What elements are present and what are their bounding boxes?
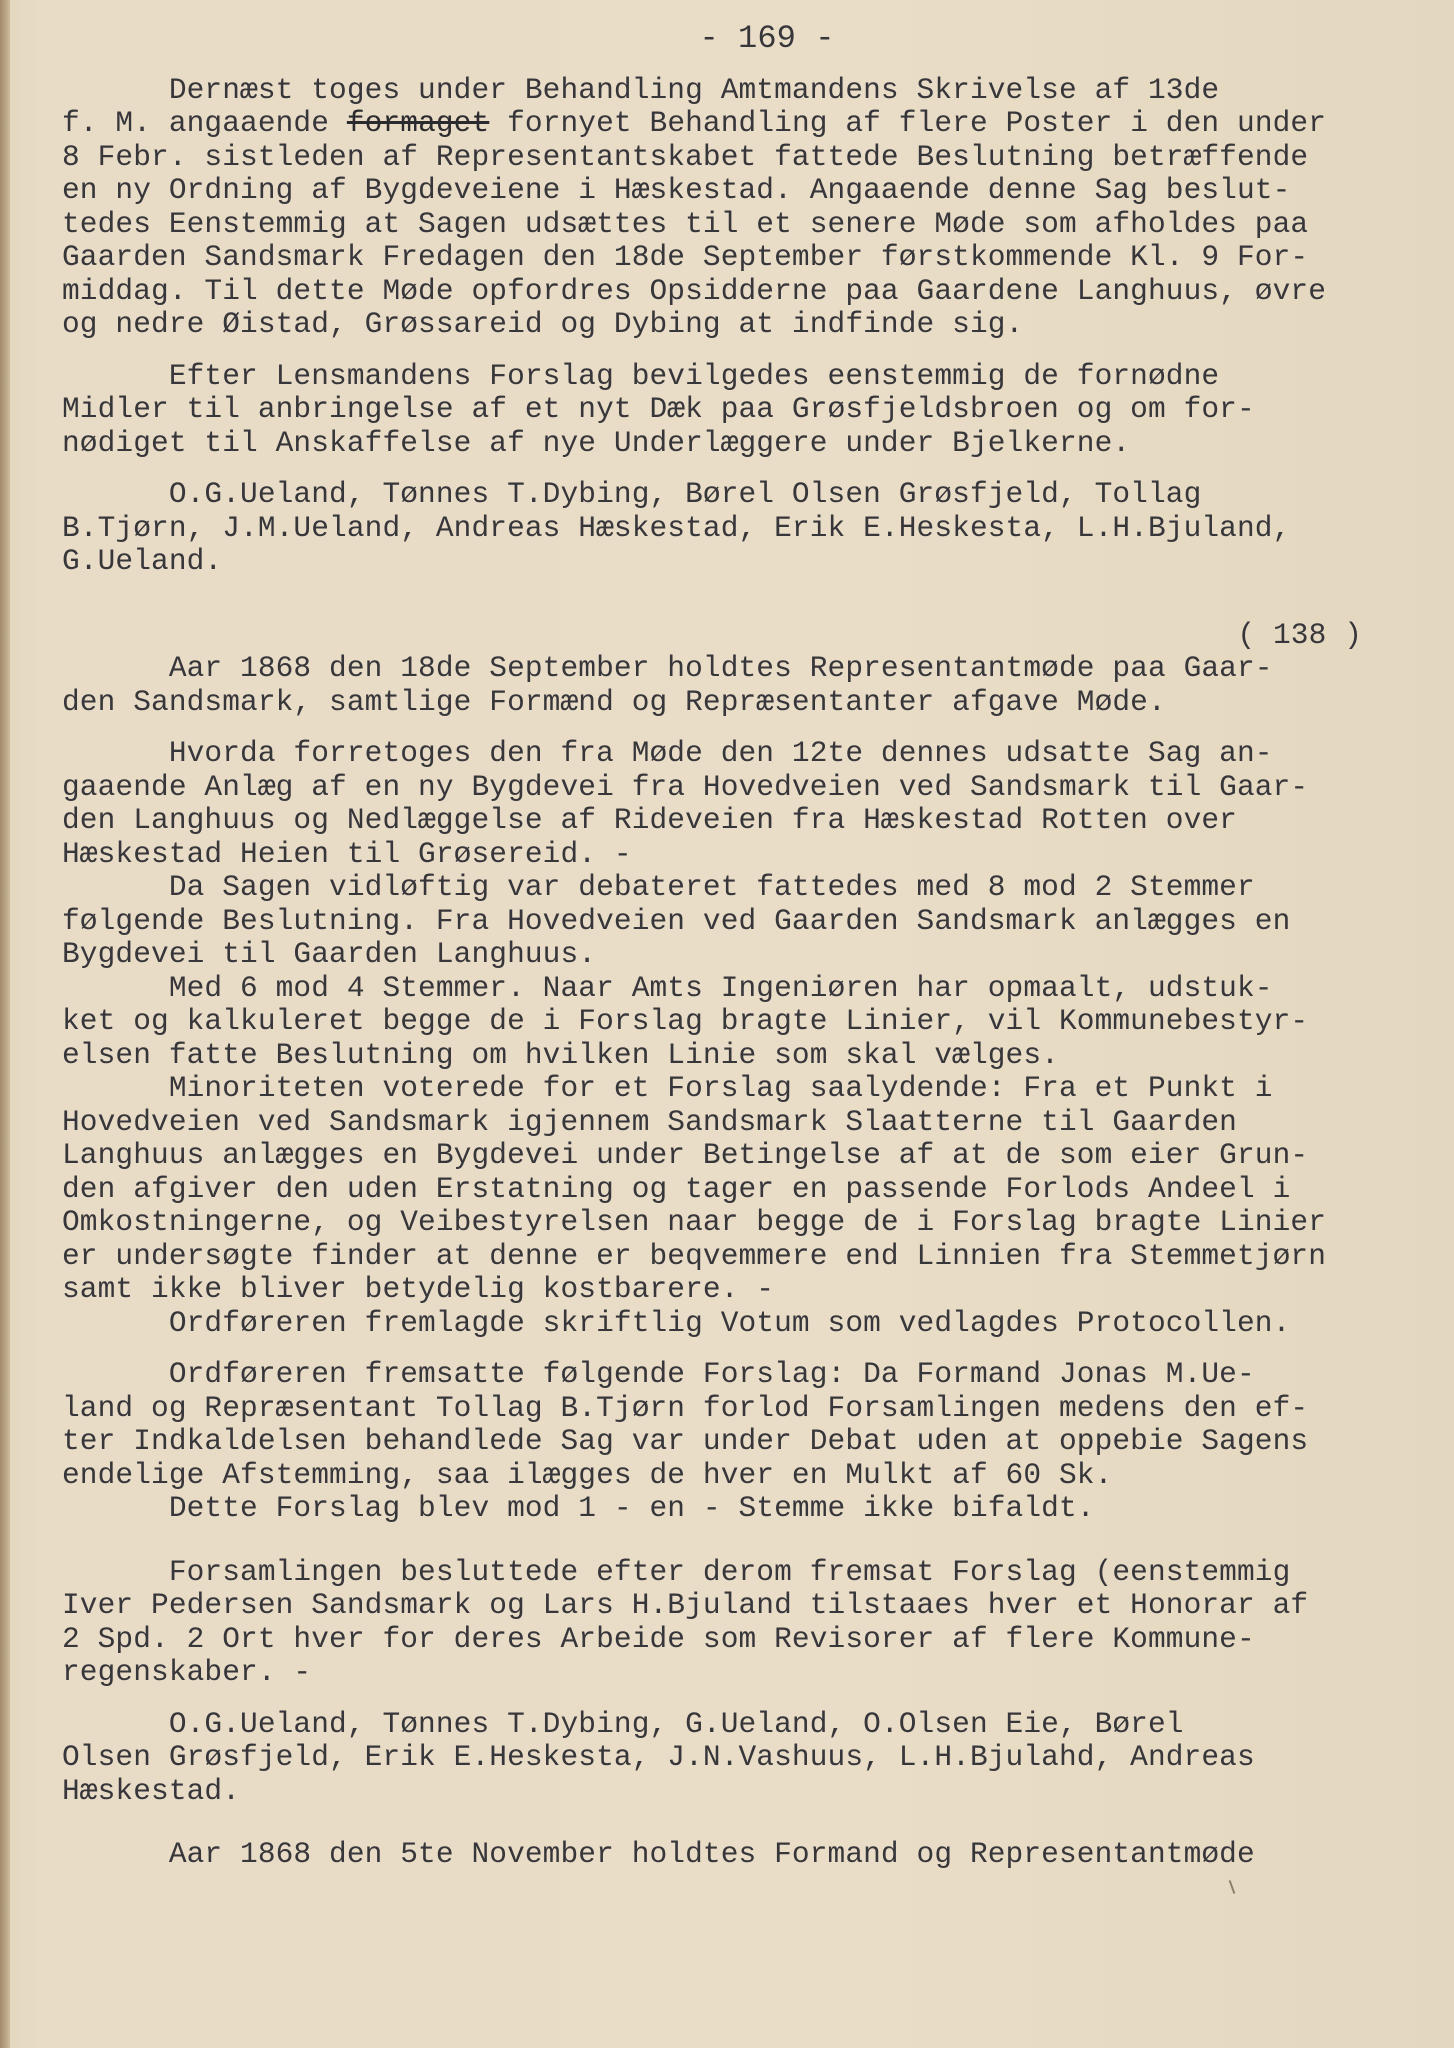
paragraph-7 bbox=[62, 1838, 1432, 1872]
text-line: Omkostningerne, og Veibestyrelsen naar begge de i Forslag bragte Linier bbox=[62, 1205, 1327, 1239]
text-line: Dernæst toges under Behandling Amtmandens Skrivelse af 13de bbox=[62, 72, 1220, 107]
text-line: er undersøgte finder at denne er beqvemmere end Linnien fra Stemmetjørn bbox=[62, 1238, 1327, 1273]
text-line: land og Repræsentant Tollag B.Tjørn forlod Forsamlingen medens den ef- bbox=[62, 1390, 1309, 1425]
text-line: f. M. angaaende formaget fornyet Behandling af flere Poster i den under bbox=[62, 106, 1327, 140]
text-line: ter Indkaldelsen behandlede Sag var under Debat uden at oppebie Sagens bbox=[62, 1424, 1309, 1458]
text-line: G.Ueland. bbox=[62, 544, 223, 578]
text-line: regenskaber. - bbox=[62, 1655, 312, 1689]
sequence-number: ( 138 ) bbox=[1237, 617, 1362, 652]
paragraph-1 bbox=[62, 74, 1432, 342]
text-line: følgende Beslutning. Fra Hovedveien ved Gaarden Sandsmark anlægges en bbox=[62, 903, 1291, 938]
page-binding-edge bbox=[0, 0, 10, 2048]
paragraph-gap bbox=[62, 579, 1432, 609]
text-line: Langhuus anlægges en Bygdevei under Betingelse af at de som eier Grun- bbox=[62, 1138, 1309, 1172]
text-line: Hæskestad Heien til Grøsereid. - bbox=[62, 836, 632, 871]
text-line: Aar 1868 den 5te November holdtes Formand og Representantmøde bbox=[62, 1837, 1255, 1871]
paragraph-6 bbox=[62, 1556, 1432, 1690]
text-line: O.G.Ueland, Tønnes T.Dybing, Børel Olsen Grøsfjeld, Tollag bbox=[62, 477, 1202, 511]
text-line: Efter Lensmandens Forslag bevilgedes eenstemmig de fornødne bbox=[62, 358, 1220, 393]
paragraph-gap bbox=[62, 1340, 1432, 1358]
signatures-1 bbox=[62, 478, 1432, 579]
paragraph-3 bbox=[62, 652, 1432, 719]
paragraph-gap bbox=[62, 719, 1432, 737]
text-line: Forsamlingen besluttede efter derom fremsat Forslag (eenstemmig bbox=[62, 1554, 1291, 1589]
text-line: Olsen Grøsfjeld, Erik E.Heskesta, J.N.Vashuus, L.H.Bjulahd, Andreas bbox=[62, 1740, 1255, 1774]
paragraph-4 bbox=[62, 737, 1432, 1340]
text-line: Aar 1868 den 18de September holdtes Representantmøde paa Gaar- bbox=[62, 651, 1273, 685]
text-line: Minoriteten voterede for et Forslag saalydende: Fra et Punkt i bbox=[62, 1071, 1273, 1105]
text-line: en ny Ordning af Bygdeveiene i Hæskestad. Angaaende denne Sag beslut- bbox=[62, 173, 1291, 207]
text-line: den Sandsmark, samtlige Formænd og Repræsentanter afgave Møde. bbox=[62, 684, 1166, 719]
text-line: Midler til anbringelse af et nyt Dæk paa Grøsfjeldsbroen og om for- bbox=[62, 392, 1255, 426]
text-line: ket og kalkuleret begge de i Forslag bragte Linier, vil Kommunebestyr- bbox=[62, 1004, 1309, 1038]
text-line: 2 Spd. 2 Ort hver for deres Arbeide som Revisorer af flere Kommune- bbox=[62, 1621, 1255, 1656]
paragraph-5 bbox=[62, 1358, 1432, 1526]
text-line: middag. Til dette Møde opfordres Opsidderne paa Gaardene Langhuus, øvre bbox=[62, 273, 1327, 308]
paragraph-gap bbox=[62, 1526, 1432, 1556]
text-line: Hovedveien ved Sandsmark igjennem Sandsmark Slaatterne til Gaarden bbox=[62, 1104, 1237, 1139]
text-line: tedes Eenstemmig at Sagen udsættes til et senere Møde som afholdes paa bbox=[62, 206, 1309, 241]
text-line: Ordføreren fremlagde skriftlig Votum som vedlagdes Protocollen. bbox=[62, 1305, 1291, 1340]
text-line: Med 6 mod 4 Stemmer. Naar Amts Ingeniøren har opmaalt, udstuk- bbox=[62, 970, 1273, 1005]
struck-out-word: formaget bbox=[346, 106, 490, 140]
text-line: gaaende Anlæg af en ny Bygdevei fra Hovedveien ved Sandsmark til Gaar- bbox=[62, 769, 1309, 804]
signatures-2 bbox=[62, 1708, 1432, 1809]
paragraph-gap bbox=[62, 1690, 1432, 1708]
paragraph-gap bbox=[62, 342, 1432, 360]
text-line: Bygdevei til Gaarden Langhuus. bbox=[62, 937, 597, 971]
text-line: elsen fatte Beslutning om hvilken Linie som skal vælges. bbox=[62, 1037, 1059, 1072]
text-line: Gaarden Sandsmark Fredagen den 18de September førstkommende Kl. 9 For- bbox=[62, 240, 1309, 274]
text-line: endelige Afstemming, saa ilægges de hver en Mulkt af 60 Sk. bbox=[62, 1457, 1113, 1492]
text-line: den afgiver den uden Erstatning og tager en passende Forlods Andeel i bbox=[62, 1171, 1291, 1206]
text-line: O.G.Ueland, Tønnes T.Dybing, G.Ueland, O.Olsen Eie, Børel bbox=[62, 1706, 1184, 1741]
text-line: Da Sagen vidløftig var debateret fattedes med 8 mod 2 Stemmer bbox=[62, 870, 1255, 904]
text-line: 8 Febr. sistleden af Representantskabet fattede Beslutning betræffende bbox=[62, 139, 1309, 174]
typed-text-body bbox=[62, 22, 1432, 1872]
text-line: Hvorda forretoges den fra Møde den 12te dennes udsatte Sag an- bbox=[62, 736, 1273, 770]
paragraph-gap bbox=[62, 1808, 1432, 1838]
text-blocks bbox=[62, 74, 1432, 1872]
paragraph-2 bbox=[62, 360, 1432, 461]
text-line: Hæskestad. bbox=[62, 1773, 241, 1808]
text-line: B.Tjørn, J.M.Ueland, Andreas Hæskestad, Erik E.Heskesta, L.H.Bjuland, bbox=[62, 510, 1291, 545]
text-line: Dette Forslag blev mod 1 - en - Stemme ikke bifaldt. bbox=[62, 1491, 1095, 1525]
text-line: samt ikke bliver betydelig kostbarere. - bbox=[62, 1272, 775, 1306]
text-line: Iver Pedersen Sandsmark og Lars H.Bjuland tilstaaes hver et Honorar af bbox=[62, 1588, 1309, 1622]
text-line: den Langhuus og Nedlæggelse af Rideveien fra Hæskestad Rotten over bbox=[62, 803, 1237, 837]
text-line: og nedre Øistad, Grøssareid og Dybing at indfinde sig. bbox=[62, 307, 1024, 341]
text-line: nødiget til Anskaffelse af nye Underlæggere under Bjelkerne. bbox=[62, 425, 1131, 460]
page-number: - 169 - bbox=[699, 20, 835, 57]
text-line: Ordføreren fremsatte følgende Forslag: Da Formand Jonas M.Ue- bbox=[62, 1357, 1255, 1391]
paragraph-gap bbox=[62, 460, 1432, 478]
pen-mark bbox=[1229, 1880, 1236, 1894]
